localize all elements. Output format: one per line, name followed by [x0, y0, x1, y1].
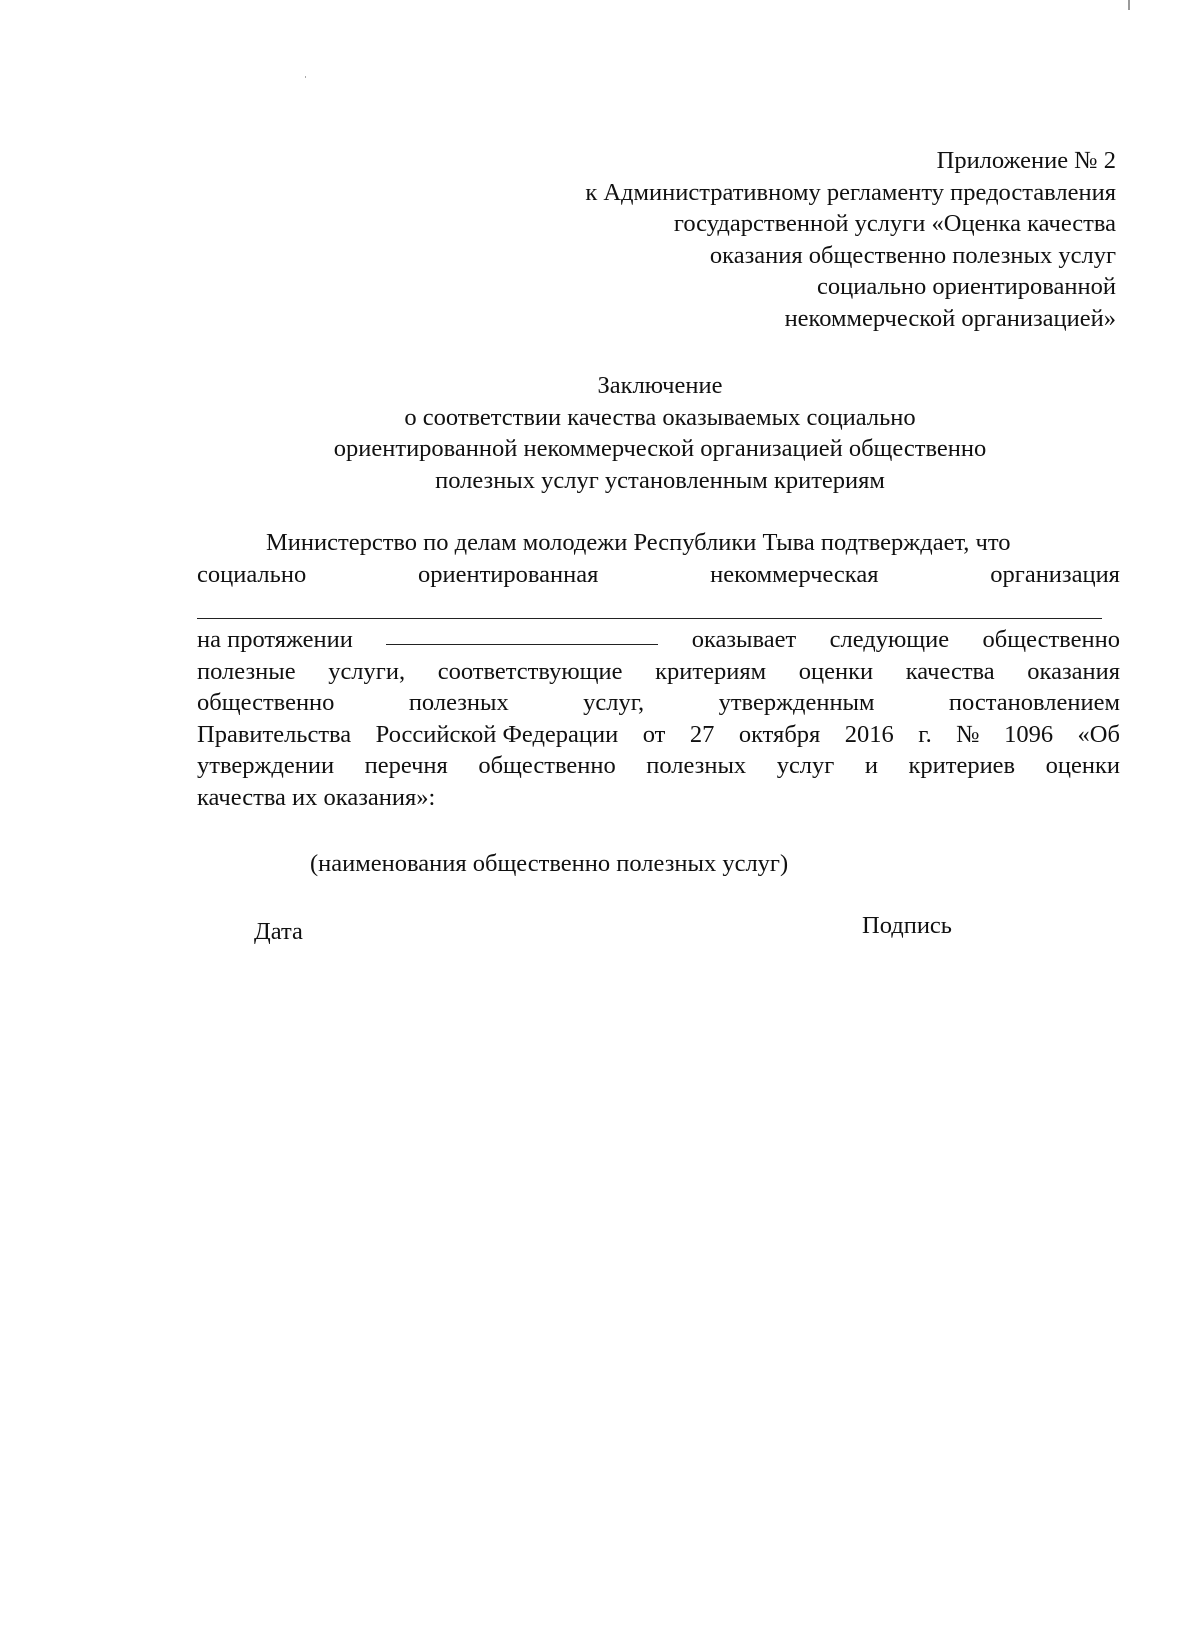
- word: оценки: [798, 657, 874, 685]
- word: услуги,: [328, 657, 406, 685]
- appendix-line: Приложение № 2: [936, 147, 1116, 174]
- body-line: [197, 750, 1120, 782]
- word: оценки: [1045, 752, 1120, 779]
- word: общественно: [982, 626, 1120, 653]
- body-text: [197, 527, 1120, 813]
- word: 27: [689, 720, 715, 748]
- word: услуг: [776, 752, 835, 779]
- word: постановлением: [948, 689, 1120, 716]
- word: утверждении: [197, 752, 335, 779]
- title-line: о соответствии качества оказываемых социально: [404, 403, 916, 431]
- word: 1096: [1004, 720, 1054, 748]
- word: оказывает: [691, 626, 797, 653]
- appendix-line: к Административному регламенту предоставления: [585, 178, 1116, 206]
- body-line: [197, 656, 1120, 688]
- body-line: Министерство по делам молодежи Республики Тыва подтверждает, что: [266, 529, 1011, 556]
- period-blank: [386, 624, 658, 645]
- scan-speck: [305, 76, 306, 78]
- word: №: [956, 720, 980, 748]
- word: следующие: [829, 626, 950, 653]
- word: соответствующие: [437, 657, 623, 685]
- word: услуг,: [583, 689, 645, 716]
- organization-name-blank: [197, 590, 1102, 619]
- word: критериям: [655, 657, 767, 685]
- appendix-line: государственной услуги «Оценка качества: [673, 210, 1116, 237]
- appendix-line: оказания общественно полезных услуг: [709, 241, 1116, 269]
- word: от: [642, 720, 666, 748]
- services-caption: (наименования общественно полезных услуг): [310, 850, 789, 877]
- title-heading: Заключение: [597, 372, 723, 399]
- word: критериев: [908, 752, 1016, 779]
- body-line: [197, 559, 1120, 591]
- word: общественно: [197, 689, 335, 716]
- appendix-line: социально ориентированной: [817, 273, 1116, 300]
- word: 2016: [844, 720, 894, 748]
- word: «Об: [1077, 720, 1120, 748]
- word: утвержденным: [718, 689, 875, 716]
- word: на протяжении: [197, 626, 353, 653]
- word: общественно: [478, 752, 616, 779]
- signature-label: Подпись: [862, 912, 952, 939]
- word: Правительства: [197, 720, 352, 748]
- body-line: [197, 624, 1120, 656]
- body-line: качества их оказания»:: [197, 783, 436, 811]
- title-line: полезных услуг установленным критериям: [435, 466, 885, 494]
- word: организация: [990, 560, 1120, 588]
- word: и: [864, 752, 878, 779]
- word: Российской Федерации: [375, 720, 619, 748]
- date-label: Дата: [254, 918, 303, 945]
- word: оказания: [1027, 657, 1120, 685]
- word: некоммерческая: [710, 560, 879, 588]
- word: ориентированная: [417, 560, 599, 588]
- word: социально: [197, 560, 307, 588]
- scan-edge-mark: [1128, 0, 1130, 10]
- body-line: [197, 687, 1120, 719]
- word: перечня: [364, 752, 448, 779]
- word: г.: [918, 720, 932, 748]
- word: качества: [905, 657, 995, 685]
- word: октября: [738, 720, 821, 748]
- word: полезных: [408, 689, 509, 716]
- title-line: ориентированной некоммерческой организацией общественно: [333, 435, 987, 462]
- body-line: [197, 719, 1120, 751]
- document-title: [200, 370, 1120, 496]
- word: полезных: [646, 752, 747, 779]
- word: полезные: [197, 657, 296, 685]
- appendix-header: [416, 145, 1116, 334]
- appendix-line: некоммерческой организацией»: [784, 304, 1116, 332]
